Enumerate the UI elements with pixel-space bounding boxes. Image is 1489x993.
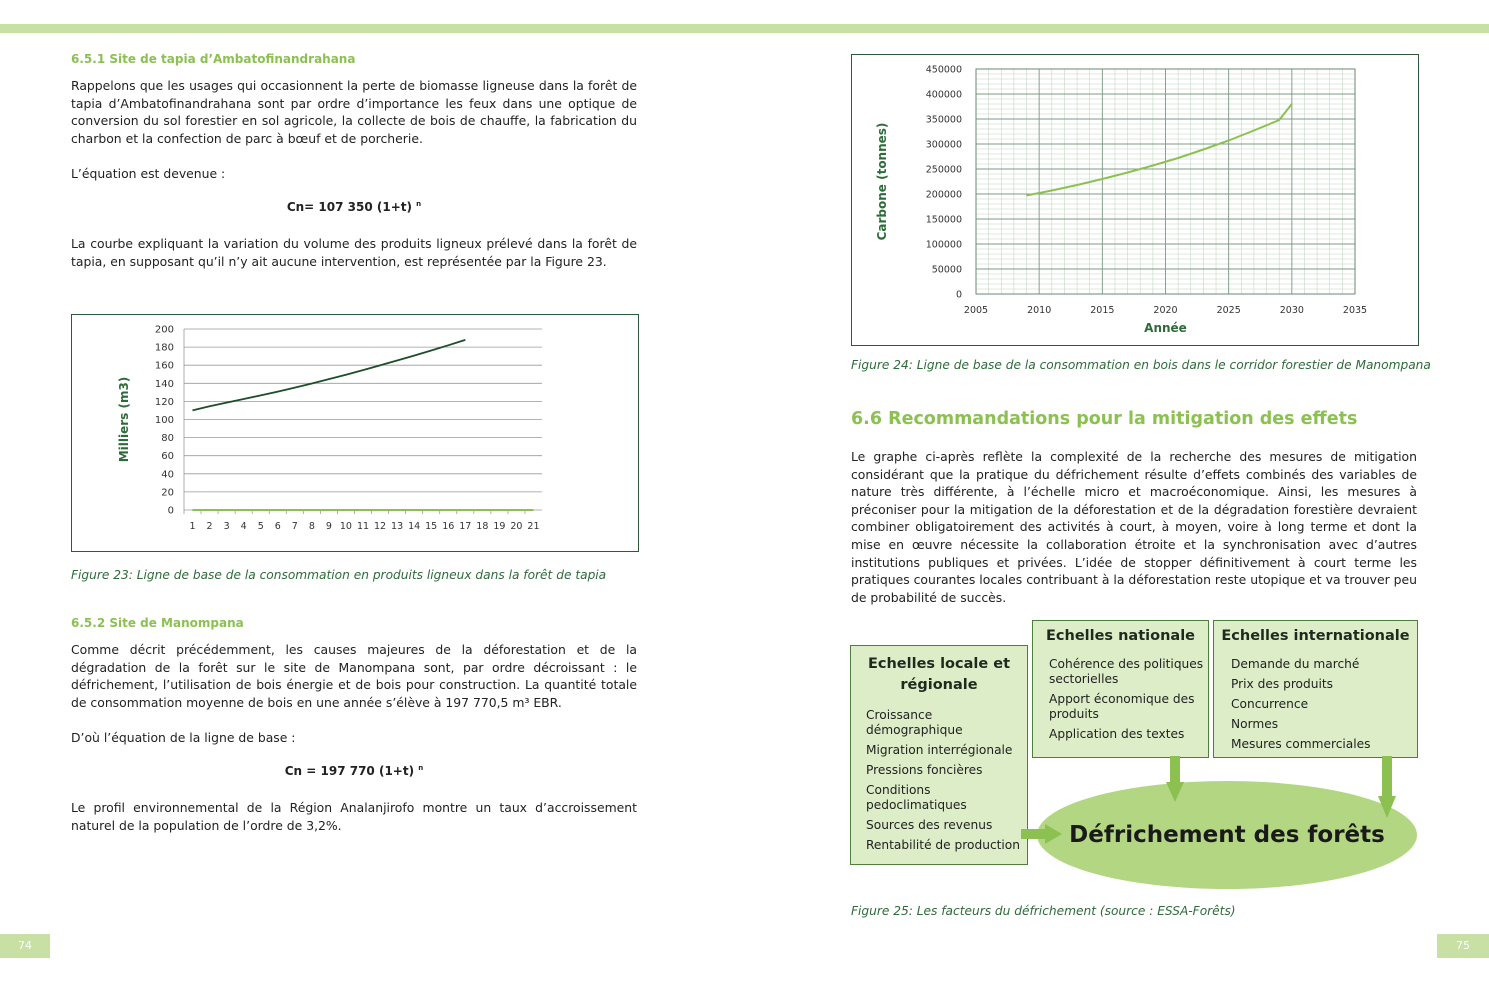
y-axis-title: Milliers (m3) (117, 376, 131, 463)
y-tick-label: 0 (955, 289, 962, 301)
international-item: Concurrence (1231, 697, 1309, 711)
local-item: Rentabilité de production (866, 838, 1020, 852)
equation-1-exponent: n (416, 200, 422, 208)
y-tick-label: 350000 (925, 114, 962, 126)
x-tick-label: 5 (257, 521, 264, 532)
x-tick-label: 2020 (1153, 305, 1178, 316)
x-tick-label: 13 (391, 521, 404, 532)
y-tick-label: 0 (167, 505, 174, 517)
box-local-title: Echelles locale et régionale (867, 656, 1011, 693)
paragraph-tapia-usages: Rappelons que les usages qui occasionnent la perte de biomasse ligneuse dans la forêt de tapia d’Ambatofinandrahana sont par ordre d’importance les feux dans une optique de conversion du sol forestier en sol agricole, la collecte de bois de chauffe, la fabrication du charbon et la confection de parc à bœuf et de porcherie. (71, 78, 637, 146)
equation-1-text: Cn= 107 350 (1+t) (286, 200, 412, 214)
y-tick-label: 120 (154, 396, 174, 408)
local-item: Conditions pedoclimatiques (866, 783, 967, 812)
paragraph-manompana-causes: Comme décrit précédemment, les causes majeures de la déforestation et de la dégradation de la forêt sur le site de Manompana sont, par ordre décroissant : le défrichement, l’utilisation de bois énergie et de bois pour construction. La quantité totale de consommation moyenne de bois en une année s’élève à 197 770,5 m³ EBR. (71, 642, 637, 710)
section-heading-recommandations: 6.6 Recommandations pour la mitigation des effets (851, 409, 1358, 429)
page-number-right: 75 (1437, 934, 1489, 958)
x-tick-label: 17 (459, 521, 472, 532)
x-tick-label: 21 (527, 521, 540, 532)
arrow-national-to-center (1166, 756, 1184, 802)
paragraph-equation-intro: L’équation est devenue : (71, 166, 226, 181)
paragraph-environment-profile: Le profil environnemental de la Région Analanjirofo montre un taux d’accroissement naturel de la population de l’ordre de 3,2%. (71, 800, 637, 833)
y-tick-label: 450000 (925, 64, 962, 76)
section-heading-manompana: 6.5.2 Site de Manompana (71, 616, 244, 630)
x-tick-label: 7 (291, 521, 298, 532)
x-tick-label: 6 (274, 521, 281, 532)
x-tick-label: 2 (206, 521, 213, 532)
box-international-title: Echelles internationale (1221, 628, 1410, 644)
page-number-left: 74 (0, 934, 50, 958)
x-tick-label: 18 (476, 521, 489, 532)
y-tick-label: 140 (154, 378, 174, 390)
local-item: Sources des revenus (866, 818, 993, 832)
arrow-local-to-center (1021, 824, 1062, 844)
y-tick-label: 100 (154, 415, 174, 426)
x-tick-label: 2025 (1216, 305, 1241, 316)
x-tick-label: 3 (223, 521, 230, 532)
x-tick-label: 11 (356, 521, 370, 532)
x-tick-label: 14 (408, 521, 421, 532)
box-national-title: Echelles nationale (1046, 628, 1195, 644)
y-tick-label: 20 (161, 487, 174, 499)
section-heading-tapia: 6.5.1 Site de tapia d’Ambatofinandrahana (71, 52, 356, 66)
paragraph-baseline-intro: D’où l’équation de la ligne de base : (71, 730, 296, 745)
y-tick-label: 200000 (925, 189, 962, 201)
figure-24-caption: Figure 24: Ligne de base de la consommation en bois dans le corridor forestier de Manompana (851, 358, 1431, 372)
x-tick-label: 1 (189, 521, 196, 532)
y-tick-label: 160 (154, 360, 174, 372)
national-item: Apport économique des produits (1049, 692, 1195, 721)
x-tick-label: 2005 (963, 305, 989, 316)
equation-2-text: Cn = 197 770 (1+t) (284, 764, 415, 778)
x-tick-label: 19 (493, 521, 506, 532)
international-item: Normes (1231, 717, 1279, 731)
paragraph-curve-explanation: La courbe expliquant la variation du volume des produits ligneux prélevé dans la forêt de tapia, en supposant qu’il n’y ait aucune intervention, est représentée par la Figure 23. (71, 236, 637, 269)
x-tick-label: 4 (240, 521, 247, 532)
y-tick-label: 300000 (925, 139, 962, 151)
y-tick-label: 80 (161, 433, 174, 445)
y-axis-title: Carbone (tonnes) (875, 122, 889, 241)
paragraph-mitigation: Le graphe ci-après reflète la complexité de la recherche des mesures de mitigation considérant que la pratique du défrichement résulte d’effets combinés des variables de nature très différente, à l’échelle micro et macroéconomique. Ainsi, les mesures à préconiser pour la mitigation de la déforestation et de la dégradation forestière devraient combiner obligatoirement des activités à court, à moyen, voire à long terme et dont la mise en œuvre nécessite la collaboration étroite et la synchronisation avec d’autres institutions publiques et privées. L’idée de stopper définitivement à court terme les pratiques courantes locales contribuant à la déforestation reste utopique et va trouver peu de probabilité de succès. (851, 449, 1417, 605)
x-tick-label: 15 (425, 521, 438, 532)
x-tick-label: 12 (374, 521, 387, 532)
x-tick-label: 2015 (1090, 305, 1115, 316)
x-axis-title: Année (1144, 321, 1187, 335)
international-item: Demande du marché (1231, 657, 1360, 671)
x-tick-label: 2035 (1342, 305, 1368, 316)
local-item: Migration interrégionale (866, 743, 1013, 757)
local-item: Croissance démographique (866, 708, 963, 737)
figure-23-caption: Figure 23: Ligne de base de la consommation en produits ligneux dans la forêt de tapia (71, 568, 607, 582)
y-tick-label: 180 (154, 342, 174, 354)
x-tick-label: 2010 (1027, 305, 1052, 316)
y-tick-label: 60 (161, 451, 174, 463)
y-tick-label: 200 (154, 324, 174, 336)
international-item: Prix des produits (1231, 677, 1333, 691)
x-tick-label: 9 (325, 521, 332, 532)
national-item: Application des textes (1049, 727, 1185, 741)
national-item: Cohérence des politiques sectorielles (1049, 657, 1204, 686)
x-tick-label: 10 (339, 521, 352, 532)
local-item: Pressions foncières (866, 763, 983, 777)
x-tick-label: 20 (510, 521, 523, 532)
y-tick-label: 400000 (925, 89, 962, 101)
y-tick-label: 250000 (925, 164, 962, 176)
center-label: Défrichement des forêts (1069, 822, 1385, 848)
x-tick-label: 8 (308, 521, 315, 532)
figure-25-caption: Figure 25: Les facteurs du défrichement (source : ESSA-Forêts) (851, 904, 1236, 918)
y-tick-label: 100000 (925, 239, 962, 251)
arrow-international-to-center (1378, 756, 1396, 818)
x-tick-label: 2030 (1279, 305, 1304, 316)
y-tick-label: 150000 (925, 214, 962, 226)
international-item: Mesures commerciales (1231, 737, 1371, 751)
x-tick-label: 16 (442, 521, 455, 532)
y-tick-label: 40 (161, 469, 174, 481)
equation-2-exponent: n (418, 764, 424, 772)
y-tick-label: 50000 (931, 264, 962, 276)
